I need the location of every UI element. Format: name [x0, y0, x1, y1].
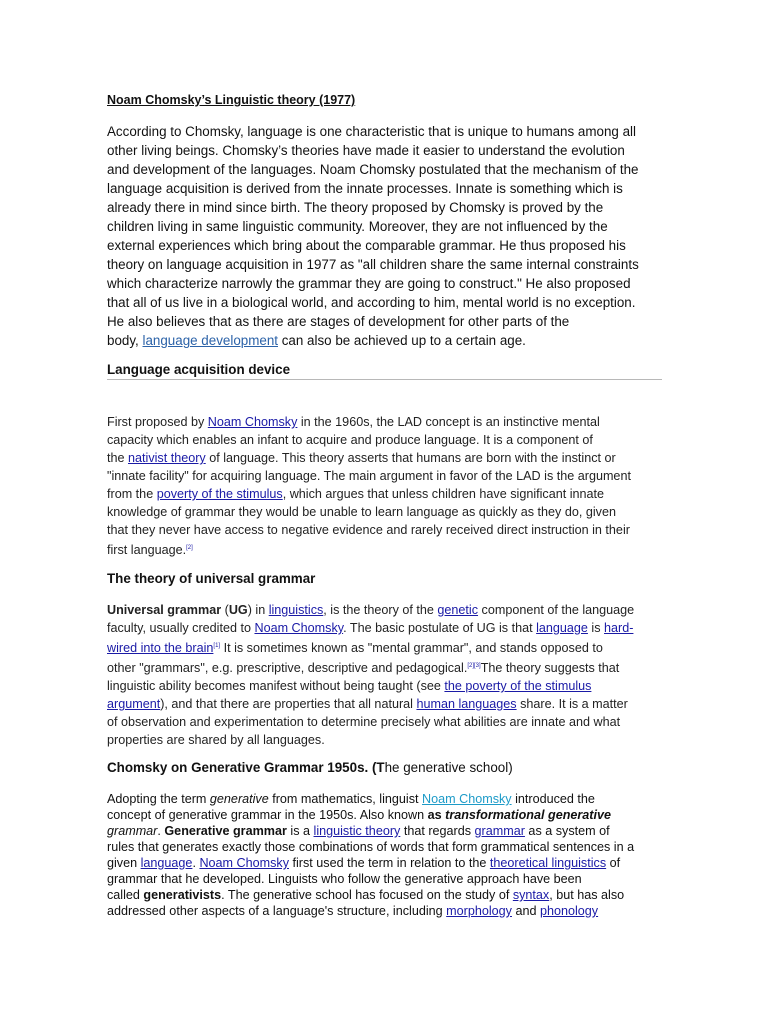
- text-line: external experiences which bring about the comparable grammar. He thus proposed his: [107, 238, 626, 253]
- text-fragment: from the: [107, 487, 157, 501]
- text-fragment: concept of generative grammar in the 1950s. Also known: [107, 808, 428, 822]
- text-fragment: can also be achieved up to a certain age.: [278, 333, 526, 348]
- text-fragment: called: [107, 888, 144, 902]
- text-line: language acquisition is derived from the innate processes. Innate is something which is: [107, 181, 623, 196]
- text-line: [107, 657, 667, 677]
- text-line: rules that generates exactly those combinations of words that form grammatical sentences in a: [107, 840, 635, 854]
- text-fragment: First proposed by: [107, 415, 208, 429]
- footnote-ref[interactable]: [2]: [186, 545, 193, 551]
- text-line: which characterize narrowly the grammar they are going to construct." He also proposed: [107, 276, 631, 291]
- text-fragment: component of the language: [478, 603, 635, 617]
- text-fragment: of language. This theory asserts that humans are born with the instinct or: [205, 451, 616, 465]
- text-line: [107, 887, 667, 903]
- text-line: knowledge of grammar they would be unable to learn language as quickly as they do, given: [107, 505, 616, 519]
- text-line: theory on language acquisition in 1977 as "all children share the same internal constraints: [107, 257, 639, 272]
- text-fragment: first used the term in relation to the: [289, 856, 490, 870]
- bold-term: generativists: [143, 888, 222, 902]
- text-line: other living beings. Chomsky’s theories have made it easier to understand the evolution: [107, 143, 625, 158]
- text-line: [107, 539, 662, 559]
- bold-term: Universal grammar: [107, 603, 222, 617]
- text-fragment: first language.: [107, 543, 187, 557]
- bold-term: as: [427, 808, 446, 822]
- link-language-development[interactable]: language development: [142, 333, 278, 348]
- footnote-ref[interactable]: [2][3]: [467, 663, 481, 669]
- text-line: children living in same linguistic community. Moreover, they are not influenced by the: [107, 219, 608, 234]
- text-fragment: and: [511, 904, 540, 918]
- text-line: [107, 449, 662, 467]
- paragraph-lad: [107, 413, 662, 559]
- text-fragment: other "grammars", e.g. prescriptive, descriptive and pedagogical.: [107, 661, 468, 675]
- text-line: [107, 855, 667, 871]
- link-human-languages[interactable]: human languages: [416, 697, 517, 711]
- link-poverty-of-the-stimulus-argument[interactable]: argument: [107, 697, 161, 711]
- link-noam-chomsky[interactable]: Noam Chomsky: [207, 415, 298, 429]
- heading-fragment: Chomsky on Generative Grammar 1950s. (: [107, 760, 377, 775]
- text-line: [107, 331, 662, 350]
- heading-universal-grammar: The theory of universal grammar: [107, 571, 316, 586]
- text-line: [107, 695, 667, 713]
- text-line: [107, 619, 667, 637]
- text-fragment: , but has also: [549, 888, 625, 902]
- link-poverty-of-the-stimulus-argument[interactable]: the poverty of the stimulus: [444, 679, 592, 693]
- text-fragment: The theory suggests that: [480, 661, 620, 675]
- text-line: that they never have access to negative evidence and rarely received direct instruction in their: [107, 523, 630, 537]
- paragraph-intro: [107, 122, 662, 350]
- link-hard-wired[interactable]: hard-: [604, 621, 634, 635]
- link-linguistic-theory[interactable]: linguistic theory: [313, 824, 401, 838]
- link-nativist-theory[interactable]: nativist theory: [128, 451, 206, 465]
- text-fragment: .: [157, 824, 165, 838]
- text-fragment: faculty, usually credited to: [107, 621, 255, 635]
- link-linguistics[interactable]: linguistics: [268, 603, 324, 617]
- link-language[interactable]: language: [536, 621, 588, 635]
- text-fragment: It is sometimes known as "mental grammar", and stands opposed to: [220, 641, 603, 655]
- paragraph-universal-grammar: [107, 601, 667, 749]
- bold-term: Generative grammar: [164, 824, 287, 838]
- link-grammar[interactable]: grammar: [474, 824, 525, 838]
- heading-generative-grammar: [107, 760, 513, 775]
- text-fragment: ), and that there are properties that all natural: [160, 697, 417, 711]
- text-fragment: given: [107, 856, 141, 870]
- text-fragment: . The basic postulate of UG is that: [343, 621, 537, 635]
- link-phonology[interactable]: phonology: [539, 904, 599, 918]
- link-morphology[interactable]: morphology: [446, 904, 512, 918]
- heading-language-acquisition-device: Language acquisition device: [107, 362, 662, 380]
- link-theoretical-linguistics[interactable]: theoretical linguistics: [489, 856, 607, 870]
- text-fragment: addressed other aspects of a language's structure, including: [107, 904, 447, 918]
- footnote-ref[interactable]: [1]: [213, 643, 221, 649]
- text-fragment: ) in: [247, 603, 269, 617]
- text-line: [107, 413, 662, 431]
- link-syntax[interactable]: syntax: [512, 888, 550, 902]
- text-line: [107, 601, 667, 619]
- text-fragment: is a: [286, 824, 314, 838]
- text-fragment: as a system of: [524, 824, 610, 838]
- text-line: According to Chomsky, language is one characteristic that is unique to humans among all: [107, 124, 636, 139]
- text-fragment: linguistic ability becomes manifest without being taught (see: [107, 679, 445, 693]
- text-fragment: from mathematics, linguist: [268, 792, 423, 806]
- text-fragment: (: [221, 603, 229, 617]
- link-noam-chomsky[interactable]: Noam Chomsky: [254, 621, 344, 635]
- heading-fragment: he generative school: [384, 760, 509, 775]
- text-line: of observation and experimentation to determine precisely what abilities are innate and what: [107, 715, 621, 729]
- text-fragment: is: [587, 621, 605, 635]
- link-poverty-of-the-stimulus[interactable]: poverty of the stimulus: [156, 487, 283, 501]
- text-line: capacity which enables an infant to acquire and produce language. It is a component of: [107, 433, 593, 447]
- heading-fragment: T: [376, 760, 385, 775]
- text-line: [107, 903, 667, 919]
- heading-fragment: ): [508, 760, 513, 775]
- text-fragment: .: [192, 856, 200, 870]
- page-title: Noam Chomsky’s Linguistic theory (1977): [107, 93, 356, 107]
- text-line: [107, 677, 667, 695]
- text-fragment: in the 1960s, the LAD concept is an instinctive mental: [297, 415, 600, 429]
- text-line: [107, 807, 667, 823]
- text-fragment: . The generative school has focused on the study of: [221, 888, 513, 902]
- bold-italic-term: transformational generative: [445, 808, 612, 822]
- text-fragment: introduced the: [511, 792, 595, 806]
- text-fragment: that regards: [400, 824, 475, 838]
- text-line: [107, 637, 667, 657]
- text-line: [107, 791, 667, 807]
- text-fragment: of: [606, 856, 621, 870]
- text-fragment: , is the theory of the: [323, 603, 438, 617]
- italic-term: grammar: [107, 824, 158, 838]
- text-line: [107, 823, 667, 839]
- text-line: He also believes that as there are stages of development for other parts of the: [107, 314, 570, 329]
- paragraph-generative-grammar: [107, 791, 667, 919]
- text-fragment: body,: [107, 333, 143, 348]
- text-line: "innate facility" for acquiring language. The main argument in favor of the LAD is the argument: [107, 469, 631, 483]
- text-line: that all of us live in a biological world, and according to him, mental world is no exception.: [107, 295, 636, 310]
- text-line: grammar that he developed. Linguists who follow the generative approach have been: [107, 872, 582, 886]
- text-line: and development of the languages. Noam Chomsky postulated that the mechanism of the: [107, 162, 639, 177]
- text-line: properties are shared by all languages.: [107, 733, 325, 747]
- link-noam-chomsky[interactable]: Noam Chomsky: [422, 792, 512, 806]
- link-genetic[interactable]: genetic: [437, 603, 479, 617]
- link-noam-chomsky[interactable]: Noam Chomsky: [199, 856, 290, 870]
- text-fragment: share. It is a matter: [516, 697, 628, 711]
- text-fragment: the: [107, 451, 129, 465]
- text-line: [107, 485, 662, 503]
- bold-term: UG: [228, 603, 248, 617]
- link-hard-wired[interactable]: wired into the brain: [107, 641, 214, 655]
- text-fragment: Adopting the term: [107, 792, 210, 806]
- italic-term: generative: [209, 792, 269, 806]
- text-fragment: , which argues that unless children have significant innate: [282, 487, 605, 501]
- text-line: already there in mind since birth. The theory proposed by Chomsky is proved by the: [107, 200, 604, 215]
- link-language[interactable]: language: [140, 856, 193, 870]
